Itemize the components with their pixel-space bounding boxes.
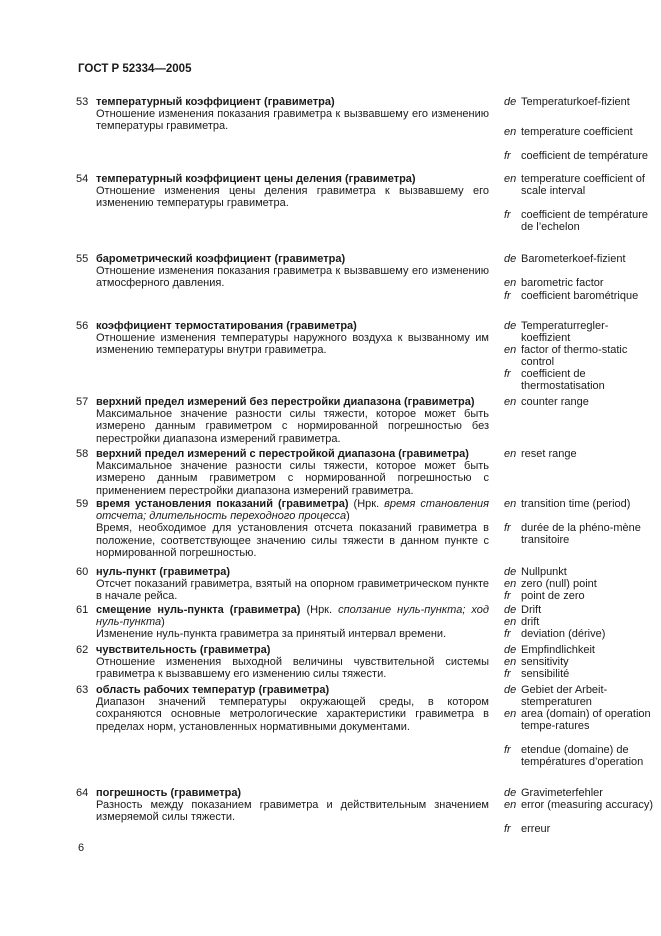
term-heading — [96, 173, 489, 185]
term-heading — [96, 604, 489, 628]
equivalent-row — [504, 96, 654, 108]
term-number: 58 — [76, 448, 89, 460]
equivalent-row — [504, 320, 654, 344]
language-code: en — [504, 616, 517, 628]
equivalent-row — [504, 823, 654, 835]
term-body — [96, 644, 489, 681]
equivalent-term: erreur — [521, 823, 551, 835]
term-definition: Разность между показанием гравиметра и действительным значением измеряемой силы тяжести. — [96, 799, 489, 824]
synonym-suffix: ) — [346, 510, 350, 523]
term-number: 64 — [76, 787, 89, 799]
term-body — [96, 566, 489, 603]
term-number: 56 — [76, 320, 89, 332]
equivalent-term: coefficient de thermostatisation — [521, 368, 605, 393]
language-code: de — [504, 684, 517, 696]
term-name: чувствительность (гравиметра) — [96, 644, 271, 656]
term-name: время установления показаний (гравиметра) — [96, 498, 349, 510]
term-body — [96, 173, 489, 210]
term-definition: Изменение нуль-пункта гравиметра за принятый интервал времени. — [96, 628, 447, 641]
equivalent-term: coefficient barométrique — [521, 290, 639, 302]
equivalent-term: barometric factor — [521, 277, 604, 289]
equivalent-term: sensibilité — [521, 668, 570, 680]
equivalent-term: Drift — [521, 604, 542, 616]
term-definition: Отношение изменения цены деления гравиметра к вызвавшему его изменению температуры гравиметра. — [96, 185, 489, 210]
term-definition: Отношение изменения температуры наружного воздуха к вызванному им изменению температуры внутри гравиметра. — [96, 332, 489, 357]
equivalent-term: coefficient de température de l’echelon — [521, 209, 648, 234]
language-code: en — [504, 708, 517, 720]
term-heading — [96, 448, 489, 460]
term-number: 63 — [76, 684, 89, 696]
language-code: en — [504, 498, 517, 510]
term-number: 61 — [76, 604, 89, 616]
equivalent-row — [504, 684, 654, 708]
equivalent-row — [504, 209, 654, 233]
equivalent-row — [504, 668, 654, 680]
term-heading — [96, 498, 489, 522]
equivalent-term: error (measuring accuracy) — [521, 799, 654, 811]
equivalent-term: Nullpunkt — [521, 566, 567, 578]
term-heading — [96, 684, 489, 696]
term-number: 62 — [76, 644, 89, 656]
term-name: верхний предел измерений без перестройки диапазона (гравиметра) — [96, 396, 475, 408]
equivalent-term: Barometerkoef-fizient — [521, 253, 626, 265]
language-code: fr — [504, 823, 511, 835]
synonym-suffix: ) — [161, 616, 165, 629]
equivalent-row — [504, 448, 654, 460]
term-body — [96, 787, 489, 824]
equivalent-term: zero (null) point — [521, 578, 597, 590]
page-number: 6 — [78, 842, 85, 854]
term-body — [96, 320, 489, 357]
term-definition: Время, необходимое для установления отсчета показаний гравиметра в положение, соответствующее значению силы тяжести в данном пункте с нормированной погрешностью. — [96, 522, 489, 559]
equivalent-row — [504, 787, 654, 799]
language-code: en — [504, 126, 517, 138]
term-name: нуль-пункт (гравиметра) — [96, 566, 230, 578]
equivalent-row — [504, 566, 654, 578]
equivalent-term: point de zero — [521, 590, 585, 602]
term-heading — [96, 320, 489, 332]
language-code: fr — [504, 522, 511, 534]
equivalent-row — [504, 708, 654, 732]
equivalent-term: Temperaturregler-koeffizient — [521, 320, 609, 345]
term-number: 54 — [76, 173, 89, 185]
equivalent-row — [504, 590, 654, 602]
equivalent-row — [504, 616, 654, 628]
language-code: de — [504, 253, 517, 265]
term-number: 55 — [76, 253, 89, 265]
equivalent-row — [504, 368, 654, 392]
language-code: de — [504, 320, 517, 332]
language-code: de — [504, 566, 517, 578]
language-code: en — [504, 396, 517, 408]
language-code: fr — [504, 590, 511, 602]
equivalent-row — [504, 799, 654, 811]
equivalent-row — [504, 744, 654, 768]
equivalent-row — [504, 498, 654, 510]
term-definition: Отношение изменения показания гравиметра к вызвавшему его изменению атмосферного давления. — [96, 265, 489, 290]
equivalent-row — [504, 604, 654, 616]
equivalent-term: temperature coefficient — [521, 126, 633, 138]
term-number: 57 — [76, 396, 89, 408]
term-body — [96, 253, 489, 290]
term-body — [96, 396, 489, 445]
equivalent-term: counter range — [521, 396, 589, 408]
term-heading — [96, 644, 489, 656]
term-definition: Диапазон значений температуры окружающей среды, в котором сохраняются основные метрологические характеристики гравиметра в пределах норм, установленных нормативными документами. — [96, 696, 489, 733]
equivalent-term: area (domain) of operation tempe-ratures — [521, 708, 651, 733]
term-number: 59 — [76, 498, 89, 510]
language-code: fr — [504, 150, 511, 162]
equivalent-term: temperature coefficient of scale interval — [521, 173, 645, 198]
term-heading — [96, 253, 489, 265]
equivalent-term: deviation (dérive) — [521, 628, 606, 640]
equivalent-row — [504, 344, 654, 368]
term-definition: Отношение изменения выходной величины чувствительной системы гравиметра к вызвавшему его изменению силы тяжести. — [96, 656, 489, 681]
term-definition: Максимальное значение разности силы тяжести, которое может быть измерено данным гравиметром с нормированной погрешностью с применением перестройки диапазона измерений гравиметра. — [96, 460, 489, 497]
language-code: fr — [504, 744, 511, 756]
term-body — [96, 684, 489, 733]
language-code: fr — [504, 290, 511, 302]
term-body — [96, 498, 489, 559]
equivalent-term: coefficient de température — [521, 150, 648, 162]
equivalent-term: Temperaturkoef-fizient — [521, 96, 630, 108]
document-header: ГОСТ Р 52334—2005 — [78, 63, 192, 75]
equivalent-term: sensitivity — [521, 656, 569, 668]
term-name: область рабочих температур (гравиметра) — [96, 684, 330, 696]
term-definition: Отношение изменения показания гравиметра к вызвавшему его изменению температуры гравиметра. — [96, 108, 489, 133]
equivalent-row — [504, 578, 654, 590]
language-code: fr — [504, 368, 511, 380]
equivalent-row — [504, 150, 654, 162]
language-code: de — [504, 96, 517, 108]
language-code: de — [504, 644, 517, 656]
equivalent-row — [504, 290, 654, 302]
language-code: en — [504, 799, 517, 811]
language-code: en — [504, 656, 517, 668]
language-code: en — [504, 578, 517, 590]
equivalent-term: factor of thermo-static control — [521, 344, 628, 369]
equivalent-term: Gebiet der Arbeit-stemperaturen — [521, 684, 608, 709]
synonym-prefix: (Нрк. — [300, 604, 339, 616]
language-code: fr — [504, 209, 511, 221]
deprecated-synonyms: сползание нуль-пункта; ход нуль-пункта — [96, 604, 489, 629]
term-body — [96, 448, 489, 497]
equivalent-term: reset range — [521, 448, 577, 460]
equivalent-term: Empfindlichkeit — [521, 644, 595, 656]
equivalent-row — [504, 126, 654, 138]
term-heading — [96, 96, 489, 108]
term-name: верхний предел измерений с перестройкой диапазона (гравиметра) — [96, 448, 469, 460]
equivalent-row — [504, 277, 654, 289]
equivalent-row — [504, 253, 654, 265]
term-heading — [96, 396, 489, 408]
equivalent-row — [504, 396, 654, 408]
term-definition: Отсчет показаний гравиметра, взятый на опорном гравиметрическом пункте в начале рейса. — [96, 578, 489, 603]
language-code: en — [504, 173, 517, 185]
equivalent-term: Gravimeterfehler — [521, 787, 603, 799]
language-code: fr — [504, 628, 511, 640]
term-number: 60 — [76, 566, 89, 578]
equivalent-row — [504, 628, 654, 640]
term-name: температурный коэффициент (гравиметра) — [96, 96, 335, 108]
term-number: 53 — [76, 96, 89, 108]
equivalent-term: drift — [521, 616, 540, 628]
equivalent-term: durée de la phéno-mène transitoire — [521, 522, 641, 547]
term-body — [96, 96, 489, 133]
term-name: смещение нуль-пункта (гравиметра) — [96, 604, 301, 616]
equivalent-row — [504, 644, 654, 656]
language-code: de — [504, 787, 517, 799]
term-heading — [96, 566, 489, 578]
language-code: en — [504, 277, 517, 289]
term-name: температурный коэффициент цены деления (гравиметра) — [96, 173, 416, 185]
synonym-prefix: (Нрк. — [348, 498, 385, 510]
equivalent-row — [504, 173, 654, 197]
term-definition: Максимальное значение разности силы тяжести, которое может быть измерено данным гравиметром с нормированной погрешностью без перестройки диапазона измерений гравиметра. — [96, 408, 489, 445]
term-name: барометрический коэффициент (гравиметра) — [96, 253, 346, 265]
term-heading — [96, 787, 489, 799]
equivalent-term: transition time (period) — [521, 498, 631, 510]
language-code: de — [504, 604, 517, 616]
term-name: коэффициент термостатирования (гравиметра) — [96, 320, 357, 332]
term-name: погрешность (гравиметра) — [96, 787, 242, 799]
equivalent-row — [504, 656, 654, 668]
term-body — [96, 604, 489, 641]
language-code: en — [504, 448, 517, 460]
deprecated-synonyms: время становления отсчета; длительность переходного процесса — [96, 498, 489, 523]
language-code: fr — [504, 668, 511, 680]
equivalent-row — [504, 522, 654, 546]
equivalent-term: etendue (domaine) de températures d’operation — [521, 744, 644, 769]
language-code: en — [504, 344, 517, 356]
